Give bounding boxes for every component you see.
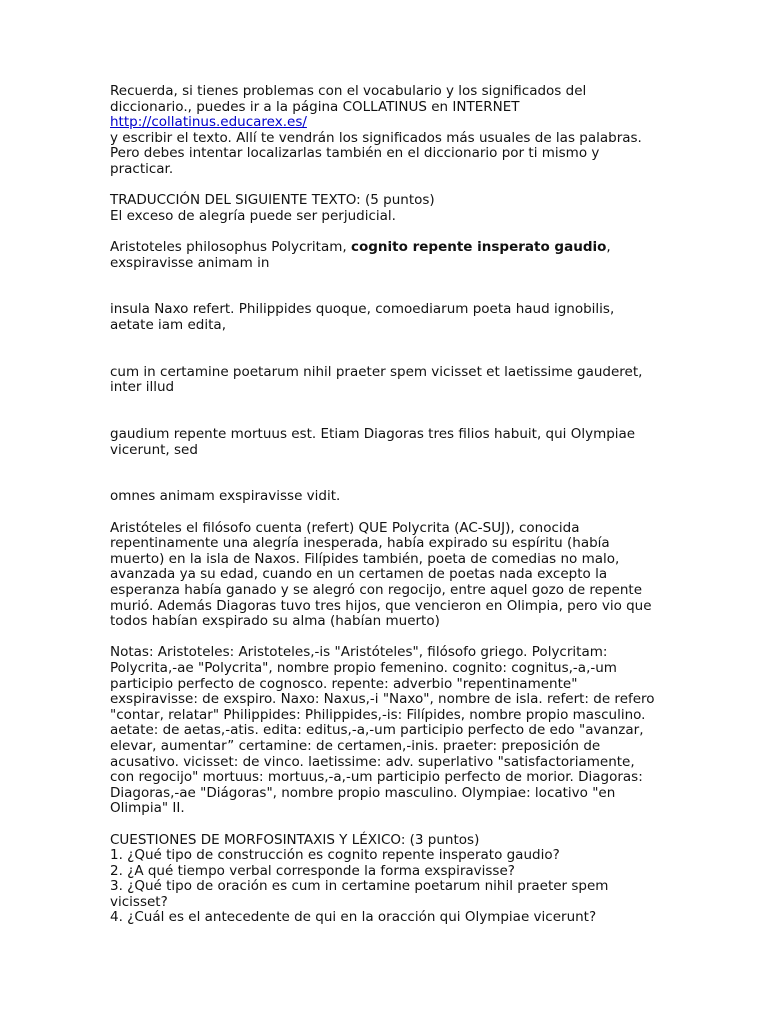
intro-text: Recuerda, si tienes problemas con el vocabulario y los significados del diccionario., puedes ir a la página COLLATINUS en INTERNET [110, 83, 587, 115]
collatinus-link[interactable]: http://collatinus.educarex.es/ [110, 114, 307, 131]
question-item: 1. ¿Qué tipo de construcción es cognito repente insperato gaudio? [110, 847, 560, 864]
spacer [110, 334, 655, 365]
latin-text: , exspiravisse animam in [110, 238, 611, 271]
spacer [110, 178, 655, 194]
latin-paragraph-1 [110, 240, 655, 271]
spacer [110, 505, 655, 521]
spacer [110, 224, 655, 240]
question-item: 4. ¿Cuál es el antecedente de qui en la oracción qui Olympiae vicerunt? [110, 909, 597, 926]
spacer [110, 817, 655, 833]
latin-text: Aristoteles philosophus Polycritam, [110, 238, 351, 255]
latin-paragraph-2: insula Naxo refert. Philippides quoque, comoediarum poeta haud ignobilis, aetate iam edita, [110, 301, 615, 333]
document-page [110, 84, 655, 926]
latin-paragraph-5: omnes animam exspiravisse vidit. [110, 488, 341, 505]
question-item: 2. ¿A qué tiempo verbal corresponde la forma exspiravisse? [110, 862, 515, 879]
questions-heading: CUESTIONES DE MORFOSINTAXIS Y LÉXICO: (3 puntos) [110, 831, 480, 848]
spacer [110, 271, 655, 302]
intro-instructions: y escribir el texto. Allí te vendrán los significados más usuales de las palabras. Pero debes intentar localizarlas también en el diccionario por ti mismo y practicar. [110, 129, 642, 177]
latin-bold-phrase: cognito repente insperato gaudio [350, 238, 607, 255]
vocabulary-notes: Notas: Aristoteles: Aristoteles,-is "Aristóteles", filósofo griego. Polycritam: Polycrita,-ae "Polycrita", nombre propio femenino. cognito: cognitus,-a,-um participio perfecto de cognosco. repente: adverbio "repentinamente" exspiravisse: de exspiro. Naxo: Naxus,-i "Naxo", nombre de isla. refert: de refero "contar, relatar" Philippides: Philippides,-is: Filípides, nombre propio masculino. aetate: de aetas,-atis. edita: editus,-a,-um participio perfecto de edo "avanzar, elevar, aumentar” certamine: de certamen,-inis. praeter: preposición de acusativo. vicisset: de vinco. laetissime: adv. superlativo "satisfactoriamente, con regocijo" mortuus: mortuus,-a,-um participio perfecto de morior. Diagoras: Diagoras,-ae "Diágoras", nombre propio masculino. Olympiae: locativo "en Olimpia" II. [110, 644, 655, 817]
latin-paragraph-3: cum in certamine poetarum nihil praeter spem vicisset et laetissime gauderet, inter illud [110, 363, 643, 396]
question-item: 3. ¿Qué tipo de oración es cum in certamine poetarum nihil praeter spem vicisset? [110, 878, 609, 910]
collatinus-link-line [110, 115, 655, 131]
spacer [110, 630, 655, 646]
spanish-translation: Aristóteles el filósofo cuenta (refert) QUE Polycrita (AC-SUJ), conocida repentinamente una alegría inesperada, había expirado su espíritu (había muerto) en la isla de Naxos. Filípides también, poeta de comedias no malo, avanzada ya su edad, cuando en un certamen de poetas nada excepto la esperanza había ganado y se alegró con regocijo, entre aquel gozo de repente murió. Además Diagoras tuvo tres hijos, que vencieron en Olimpia, pero vio que todos habían exspirado su alma (habían muerto) [110, 519, 652, 630]
translation-subtitle: El exceso de alegría puede ser perjudicial. [110, 207, 396, 224]
spacer [110, 458, 655, 489]
translation-heading: TRADUCCIÓN DEL SIGUIENTE TEXTO: (5 puntos) [110, 192, 435, 209]
latin-paragraph-4: gaudium repente mortuus est. Etiam Diagoras tres filios habuit, qui Olympiae vicerunt, sed [110, 426, 636, 458]
spacer [110, 396, 655, 427]
